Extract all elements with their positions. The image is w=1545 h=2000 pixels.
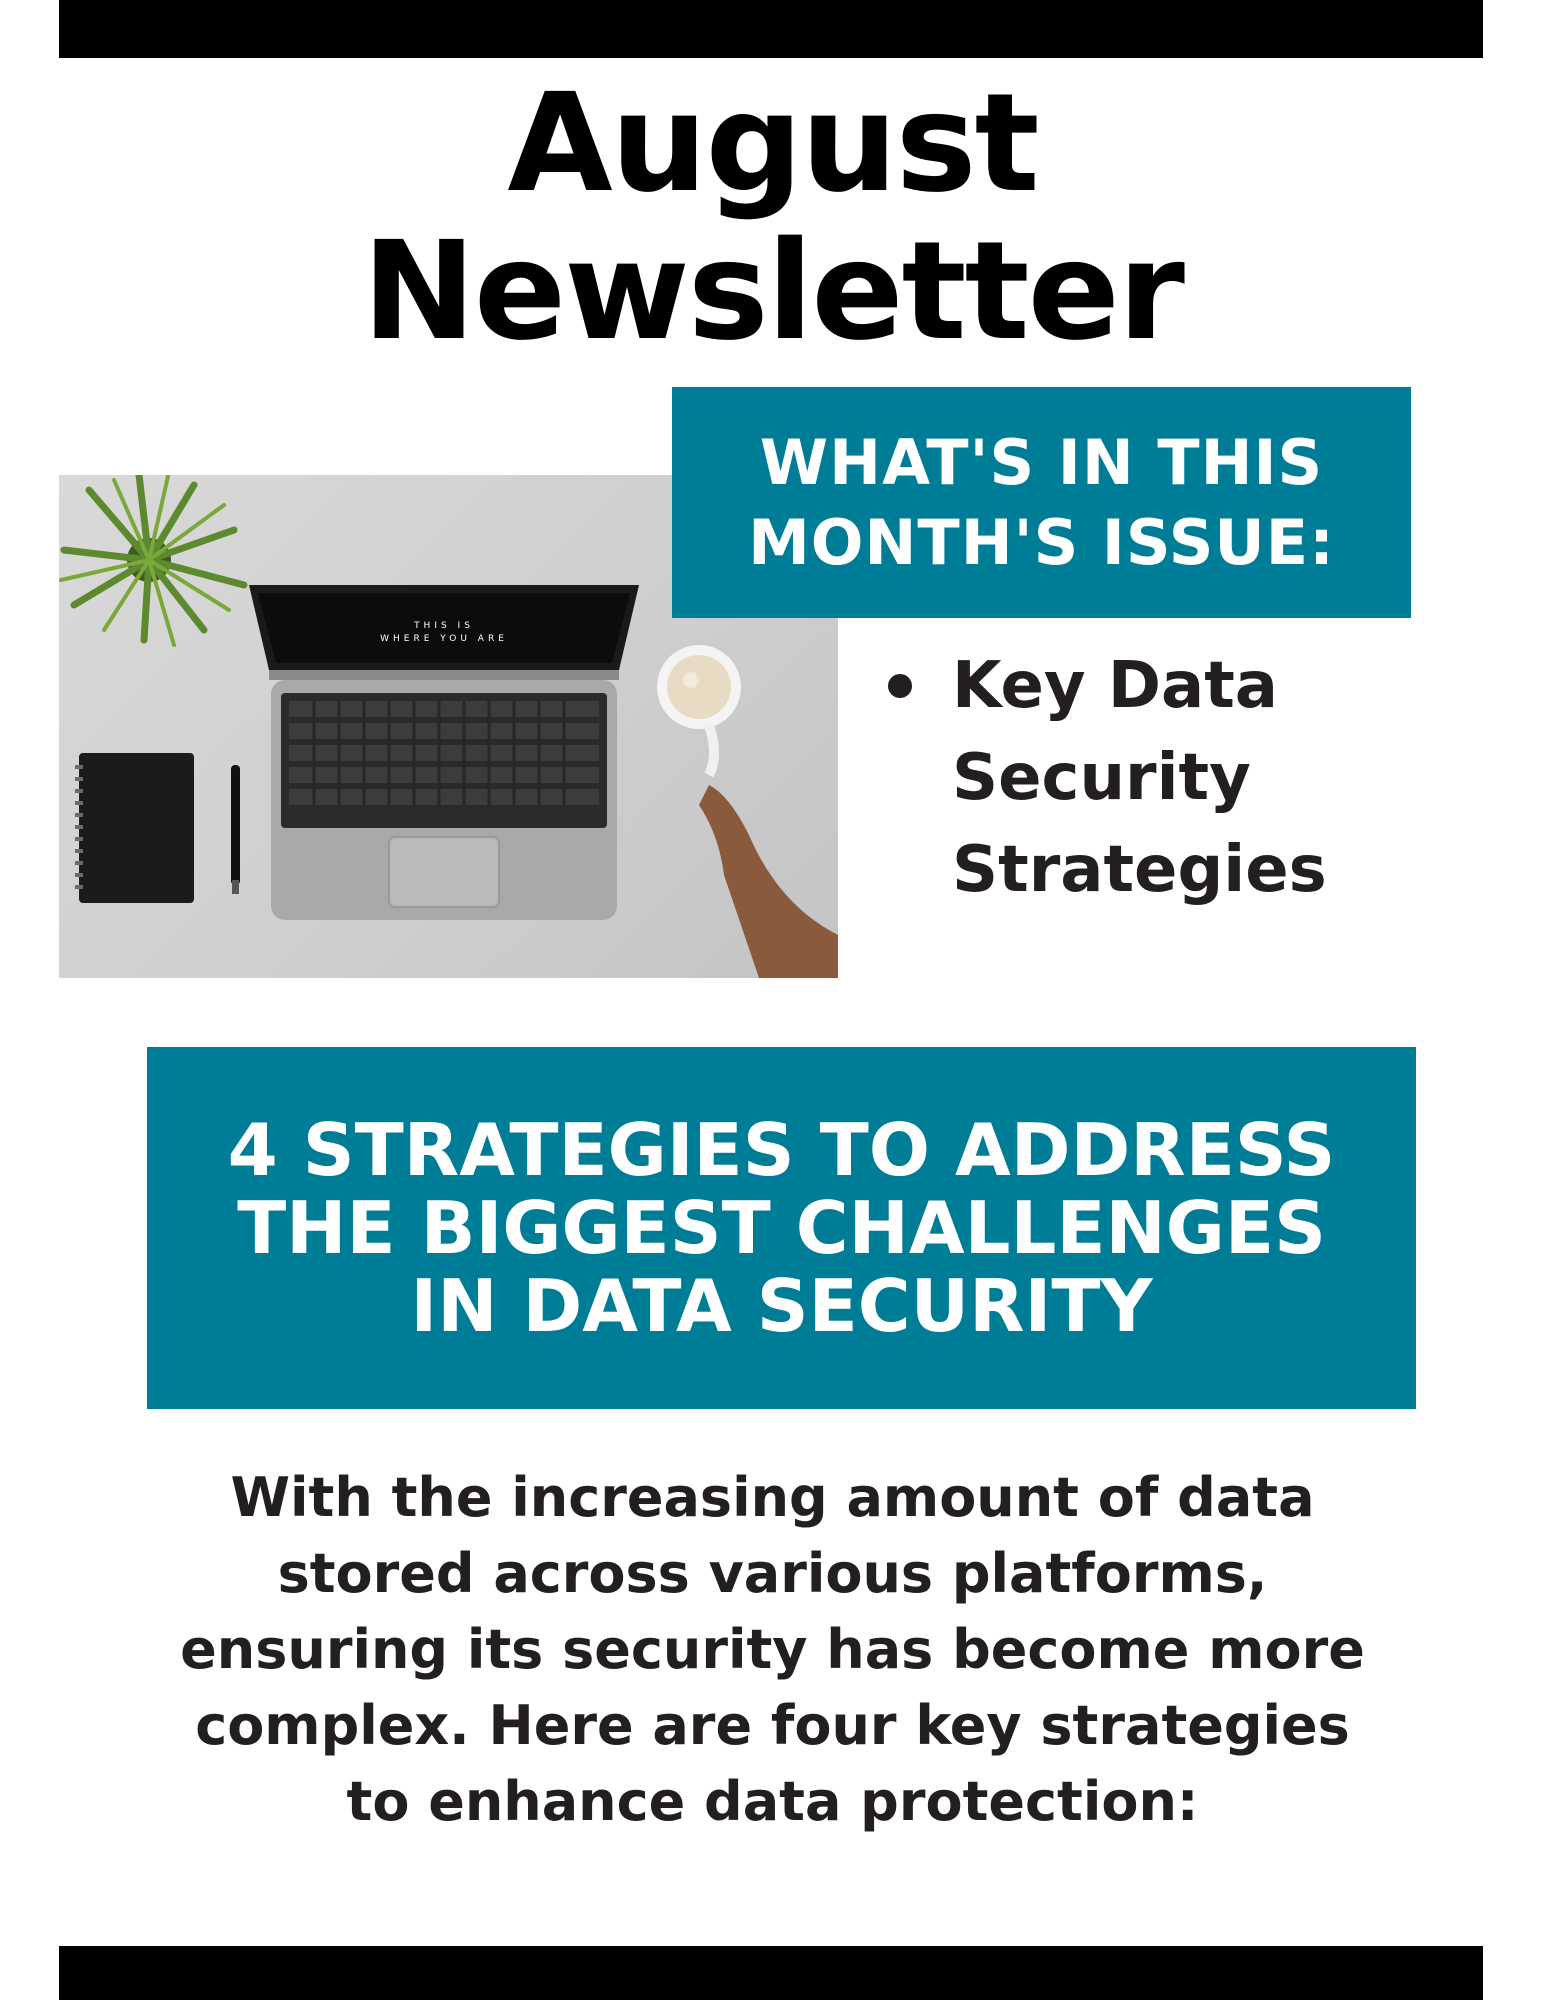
issue-list: [880, 640, 1440, 916]
notebook-icon: [75, 753, 194, 903]
article-headline: [227, 1108, 1336, 1348]
headline-line-3: IN DATA SECURITY: [410, 1264, 1153, 1348]
headline-line-2: THE BIGGEST CHALLENGES: [237, 1186, 1326, 1270]
intro-line-3: ensuring its security has become more: [180, 1618, 1365, 1681]
pen-icon: [231, 765, 240, 894]
plant-icon: [61, 475, 244, 645]
issue-heading-line-1: WHAT'S IN THIS: [759, 425, 1324, 499]
svg-text:THIS IS: THIS IS: [414, 621, 474, 631]
issue-item-line-1: Key Data: [952, 649, 1278, 723]
issue-heading: [748, 423, 1335, 583]
coffee-cup-icon: [657, 645, 838, 978]
intro-line-2: stored across various platforms,: [277, 1542, 1268, 1605]
issue-item-line-3: Strategies: [952, 833, 1327, 907]
title-line-1: August: [507, 65, 1038, 223]
newsletter-title: [0, 65, 1545, 371]
article-intro: [120, 1460, 1425, 1840]
list-item: [880, 640, 1440, 916]
issue-heading-line-2: MONTH'S ISSUE:: [748, 505, 1335, 579]
intro-line-1: With the increasing amount of data: [230, 1466, 1315, 1529]
issue-heading-box: [672, 387, 1411, 618]
bullet-icon: [888, 674, 912, 698]
intro-line-4: complex. Here are four key strategies: [195, 1694, 1350, 1757]
issue-item-line-2: Security: [952, 741, 1251, 815]
top-border-bar: [59, 0, 1483, 58]
bottom-border-bar: [59, 1946, 1483, 2000]
title-line-2: Newsletter: [362, 213, 1183, 371]
article-headline-box: [147, 1047, 1416, 1409]
laptop-icon: [249, 585, 639, 920]
intro-line-5: to enhance data protection:: [346, 1770, 1199, 1833]
svg-text:WHERE YOU ARE: WHERE YOU ARE: [380, 634, 508, 644]
headline-line-1: 4 STRATEGIES TO ADDRESS: [227, 1108, 1336, 1192]
